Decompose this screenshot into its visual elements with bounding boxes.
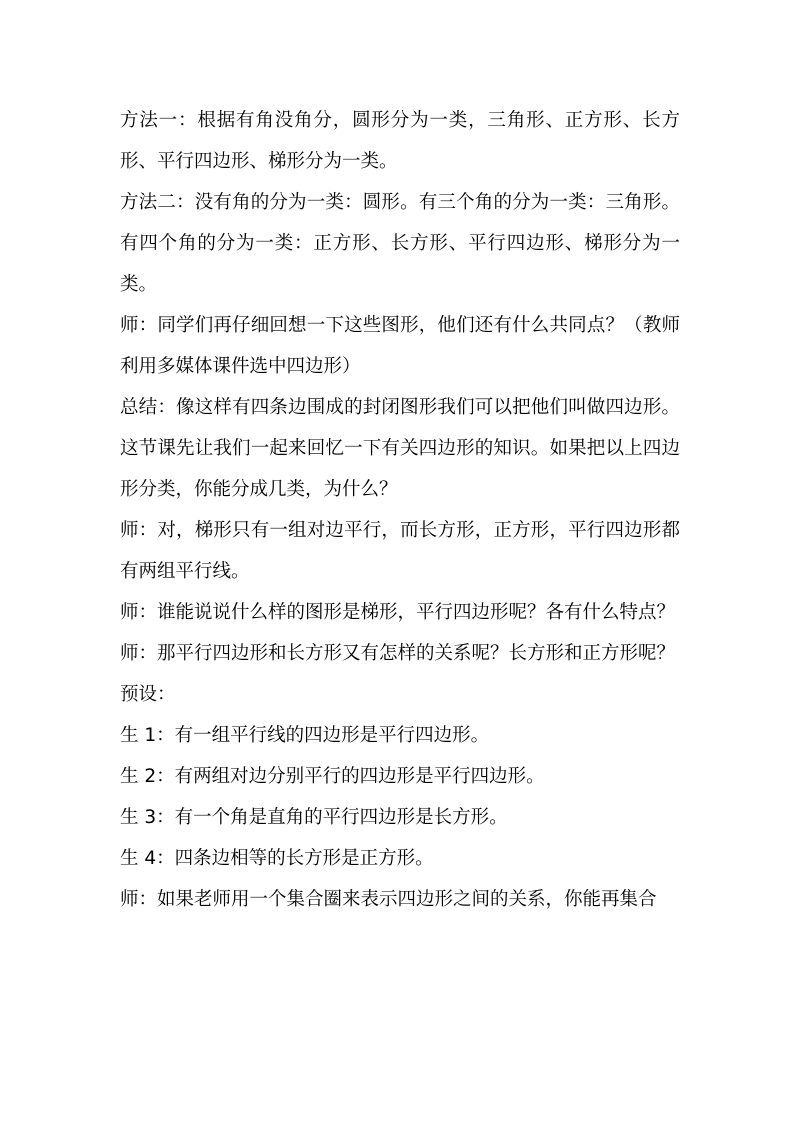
- paragraph-method-two: 方法二：没有角的分为一类：圆形。有三个角的分为一类：三角形。有四个角的分为一类：正方形、长方形、平行四边形、梯形分为一类。: [120, 192, 680, 295]
- paragraph-teacher-question-common-points: 师：同学们再仔细回想一下这些图形，他们还有什么共同点？（教师利用多媒体课件选中四边形）: [120, 315, 680, 377]
- paragraph-student-one: 生 1：有一组平行线的四边形是平行四边形。: [120, 725, 490, 746]
- paragraph-teacher-trapezoid-explanation: 师：对，梯形只有一组对边平行，而长方形，正方形，平行四边形都有两组平行线。: [120, 520, 680, 582]
- paragraph-teacher-set-diagram: 师：如果老师用一个集合圈来表示四边形之间的关系，你能再集合: [120, 889, 657, 910]
- paragraph-method-one: 方法一：根据有角没角分，圆形分为一类，三角形、正方形、长方形、平行四边形、梯形分为一类。: [120, 110, 680, 172]
- paragraph-student-four: 生 4：四条边相等的长方形是正方形。: [120, 848, 434, 869]
- document-body: [120, 100, 680, 920]
- paragraph-teacher-features-question: 师：谁能说说什么样的图形是梯形，平行四边形呢？各有什么特点？: [120, 602, 676, 623]
- paragraph-teacher-relationship-question: 师：那平行四边形和长方形又有怎样的关系呢？长方形和正方形呢？: [120, 643, 676, 664]
- paragraph-student-three: 生 3：有一个角是直角的平行四边形是长方形。: [120, 807, 508, 828]
- paragraph-summary: 总结：像这样有四条边围成的封闭图形我们可以把他们叫做四边形。这节课先让我们一起来回忆一下有关四边形的知识。如果把以上四边形分类，你能分成几类，为什么？: [120, 397, 680, 500]
- paragraph-student-two: 生 2：有两组对边分别平行的四边形是平行四边形。: [120, 766, 545, 787]
- paragraph-preset-label: 预设：: [120, 684, 176, 705]
